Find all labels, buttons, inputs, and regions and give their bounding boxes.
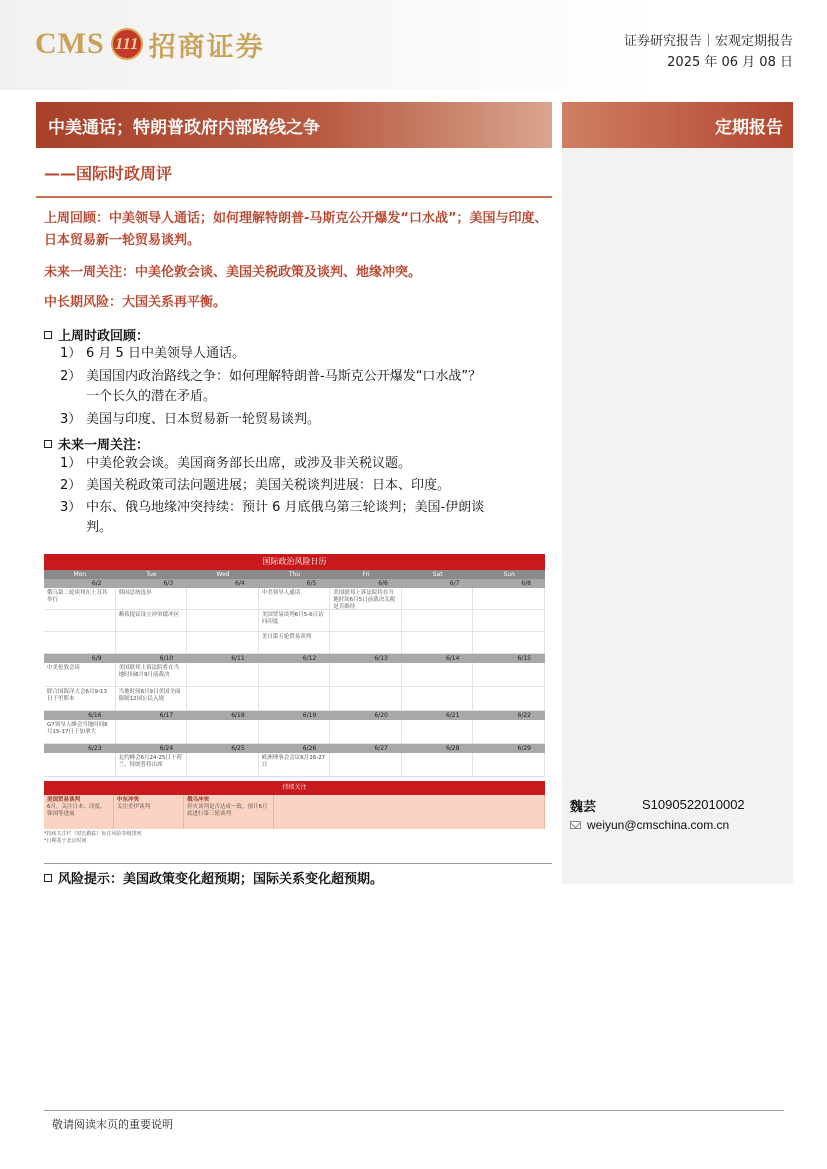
calendar-date: 6/18 (231, 712, 245, 719)
calendar-event (402, 632, 474, 654)
focus-item-title: 俄乌冲突 (187, 797, 210, 803)
calendar-event: 中美伦敦会谈 (44, 663, 116, 687)
item-num: 3） (60, 412, 82, 427)
calendar-date: 6/28 (445, 745, 460, 752)
calendar-title: 国际政治风险日历 (44, 554, 545, 570)
calendar-event (330, 720, 402, 744)
summary-review (44, 208, 549, 252)
calendar-date: 6/26 (302, 745, 317, 752)
summary-review-label: 上周回顾： (44, 211, 110, 226)
calendar-event: G7领导人峰会当地时间6月15-17日于加拿大 (44, 720, 116, 744)
focus-item-text: 关注美伊谈判 (117, 804, 151, 810)
side-title: 定期报告 (562, 102, 793, 148)
logo (35, 24, 265, 64)
calendar-date: 6/10 (159, 655, 174, 662)
weekday-label: Wed (216, 571, 230, 578)
calendar-event-row (44, 632, 545, 654)
calendar-event: 美日第五轮贸易谈判 (259, 632, 331, 654)
item-num: 2） (60, 478, 82, 493)
footer-note: 敬请阅读末页的重要说明 (52, 1118, 173, 1131)
calendar-event-row (44, 588, 545, 610)
calendar-event (330, 687, 402, 711)
item-continuation: 一个长久的潜在矛盾。 (86, 389, 217, 404)
risk-label: 风险提示： (58, 872, 124, 887)
focus-item-text: 6月，关注日本、印度、韩国等进展 (47, 804, 106, 817)
weekday-label: Fri (362, 571, 370, 578)
calendar-event: 俄乌第二轮谈判在土耳其举行 (44, 588, 116, 610)
calendar-event (473, 663, 545, 687)
review-heading (44, 325, 149, 344)
next-heading-text: 未来一周关注： (58, 438, 150, 453)
square-bullet-icon (44, 331, 52, 339)
calendar-event (473, 632, 545, 654)
calendar-event (187, 663, 259, 687)
calendar-date: 6/15 (517, 655, 531, 662)
calendar-body (44, 579, 545, 777)
calendar-event (44, 753, 116, 777)
calendar-event (187, 753, 259, 777)
calendar-event: 美国联邦上诉法院将在当地时间6月5日前裁决关税是否维持 (330, 588, 402, 610)
calendar-date-row (44, 579, 545, 588)
focus-item (184, 795, 274, 829)
calendar-event (187, 610, 259, 632)
calendar-event (187, 720, 259, 744)
risk-calendar (44, 554, 545, 845)
calendar-event: 联合国海洋大会6月9-13日于里斯本 (44, 687, 116, 711)
calendar-event (116, 632, 188, 654)
calendar-event (473, 720, 545, 744)
footer-divider (44, 1110, 784, 1111)
analyst-email-text[interactable]: weiyun@cmschina.com.cn (587, 818, 730, 832)
calendar-event (473, 753, 545, 777)
calendar-date: 6/5 (306, 580, 317, 587)
item-text: 6 月 5 日中美领导人通话。 (86, 346, 245, 361)
analyst-id: S1090522010002 (642, 797, 745, 812)
analyst-email[interactable] (570, 818, 729, 832)
item-text: 美国与印度、日本贸易新一轮贸易谈判。 (86, 412, 321, 427)
calendar-event (187, 687, 259, 711)
risk-warning (44, 868, 383, 887)
calendar-event (402, 687, 474, 711)
focus-item-title: 中东冲突 (117, 797, 140, 803)
calendar-event (402, 663, 474, 687)
calendar-date: 6/11 (231, 655, 245, 662)
calendar-focus-title: 持续关注 (44, 781, 545, 795)
report-subtitle: ——国际时政周评 (44, 164, 173, 183)
calendar-event: 美国贸易谈判6月5-6日访问印度 (259, 610, 331, 632)
calendar-note: *日期基于北京时间 (44, 838, 87, 844)
calendar-event-row (44, 720, 545, 744)
calendar-note: *持续关注栏（时长跟踪）标注风险等级排列 (44, 831, 142, 837)
calendar-event-row (44, 610, 545, 632)
calendar-event: 赖希提议设立冲突缓冲区 (116, 610, 188, 632)
calendar-date: 6/20 (374, 712, 388, 719)
calendar-event (187, 588, 259, 610)
item-num: 1） (60, 346, 82, 361)
calendar-weekday-header (44, 570, 545, 579)
calendar-date: 6/4 (235, 580, 245, 587)
calendar-date: 6/25 (231, 745, 245, 752)
focus-item (114, 795, 184, 829)
calendar-event-row (44, 687, 545, 711)
calendar-date: 6/8 (521, 580, 531, 587)
next-item-3 (60, 498, 550, 538)
focus-item (44, 795, 114, 829)
report-category: 证券研究报告｜宏观定期报告 (623, 34, 793, 49)
square-bullet-icon (44, 874, 52, 882)
summary-next (44, 262, 549, 284)
calendar-date: 6/13 (374, 655, 388, 662)
weekday-label: Thu (288, 571, 301, 578)
calendar-event (473, 610, 545, 632)
summary-next-text: 中美伦敦会谈、美国关税政策及谈判、地缘冲突。 (135, 265, 422, 280)
calendar-event (44, 610, 116, 632)
calendar-date: 6/29 (517, 745, 531, 752)
next-item-2 (60, 476, 550, 496)
risk-divider (44, 863, 552, 864)
calendar-date: 6/9 (91, 655, 102, 662)
calendar-event (330, 632, 402, 654)
side-panel (562, 148, 793, 884)
calendar-date: 6/12 (302, 655, 317, 662)
calendar-event (187, 632, 259, 654)
envelope-icon (570, 821, 581, 829)
calendar-event: 北约峰会6月24-25日于荷兰，特朗普将出席 (116, 753, 188, 777)
calendar-event (330, 663, 402, 687)
item-num: 1） (60, 456, 82, 471)
review-heading-text: 上周时政回顾： (58, 329, 150, 344)
calendar-event (473, 687, 545, 711)
next-heading (44, 434, 149, 453)
calendar-date: 6/16 (88, 712, 102, 719)
item-text: 中美伦敦会谈。美国商务部长出席，或涉及非关税议题。 (86, 456, 412, 471)
calendar-date: 6/21 (445, 712, 460, 719)
review-item-3 (60, 410, 550, 430)
item-continuation: 判。 (86, 520, 113, 535)
calendar-date: 6/22 (517, 712, 531, 719)
calendar-date: 6/24 (159, 745, 174, 752)
weekday-label: Sat (432, 571, 443, 578)
calendar-event (402, 588, 474, 610)
calendar-date: 6/3 (163, 580, 174, 587)
calendar-event: 中美领导人通话 (259, 588, 331, 610)
calendar-event (330, 610, 402, 632)
calendar-event (473, 588, 545, 610)
calendar-focus-row (44, 795, 545, 829)
calendar-date: 6/6 (378, 580, 388, 587)
calendar-event-row (44, 753, 545, 777)
report-date: 2025 年 06 月 08 日 (667, 55, 793, 70)
calendar-event (116, 720, 188, 744)
item-num: 2） (60, 369, 82, 384)
weekday-label: Mon (73, 571, 87, 578)
calendar-event: 韩国总统选举 (116, 588, 188, 610)
calendar-date: 6/19 (302, 712, 317, 719)
calendar-event: 当地时间6月9日美国全面限制12国公民入境 (116, 687, 188, 711)
item-text: 美国国内政治路线之争：如何理解特朗普-马斯克公开爆发“口水战”？ (86, 369, 482, 384)
calendar-event (402, 753, 474, 777)
calendar-date-row (44, 744, 545, 753)
review-item-1 (60, 344, 550, 364)
review-item-2 (60, 367, 550, 407)
analyst-name: 魏芸 (570, 800, 597, 815)
focus-item-text: 停火谈判是否达成一致，预计6月底进行第三轮谈判 (187, 804, 268, 817)
calendar-date-row (44, 711, 545, 720)
focus-item-title: 美国贸易谈判 (47, 797, 81, 803)
summary-review-text: 中美领导人通话；如何理解特朗普-马斯克公开爆发“口水战”；美国与印度、日本贸易新一轮贸易谈判。 (44, 211, 548, 248)
calendar-event (259, 663, 331, 687)
summary-risk (44, 292, 549, 314)
header-meta (624, 31, 793, 73)
calendar-date: 6/7 (449, 580, 460, 587)
logo-cms-text: CMS (35, 27, 105, 60)
square-bullet-icon (44, 440, 52, 448)
weekday-label: Sun (503, 571, 515, 578)
item-text: 美国关税政策司法问题进展；美国关税谈判进展：日本、印度。 (86, 478, 451, 493)
summary-risk-text: 大国关系再平衡。 (122, 295, 227, 310)
item-text: 中东、俄乌地缘冲突持续：预计 6 月底俄乌第三轮谈判；美国-伊朗谈 (86, 500, 485, 515)
calendar-event (402, 720, 474, 744)
calendar-date: 6/27 (374, 745, 388, 752)
title-divider (36, 196, 552, 198)
calendar-event: 美国联邦上诉法院将在当地时间6月9日前裁决 (116, 663, 188, 687)
calendar-event: 欧洲理事会会议6月26-27日 (259, 753, 331, 777)
summary-next-label: 未来一周关注： (44, 265, 136, 280)
calendar-event-row (44, 663, 545, 687)
calendar-event (330, 753, 402, 777)
calendar-date: 6/2 (91, 580, 102, 587)
calendar-date: 6/14 (445, 655, 460, 662)
focus-item (274, 795, 545, 829)
risk-text: 美国政策变化超预期；国际关系变化超预期。 (123, 872, 384, 887)
item-num: 3） (60, 500, 82, 515)
logo-cn-text: 招商证券 (148, 31, 265, 63)
calendar-event (44, 632, 116, 654)
calendar-event (259, 720, 331, 744)
calendar-date: 6/23 (88, 745, 102, 752)
calendar-date: 6/17 (159, 712, 174, 719)
weekday-label: Tue (146, 571, 157, 578)
summary-risk-label: 中长期风险： (44, 295, 123, 310)
next-item-1 (60, 454, 550, 474)
report-title: 中美通话；特朗普政府内部路线之争 (36, 102, 552, 148)
logo-badge-icon: 111 (111, 28, 143, 60)
calendar-event (402, 610, 474, 632)
calendar-event (259, 687, 331, 711)
calendar-date-row (44, 654, 545, 663)
